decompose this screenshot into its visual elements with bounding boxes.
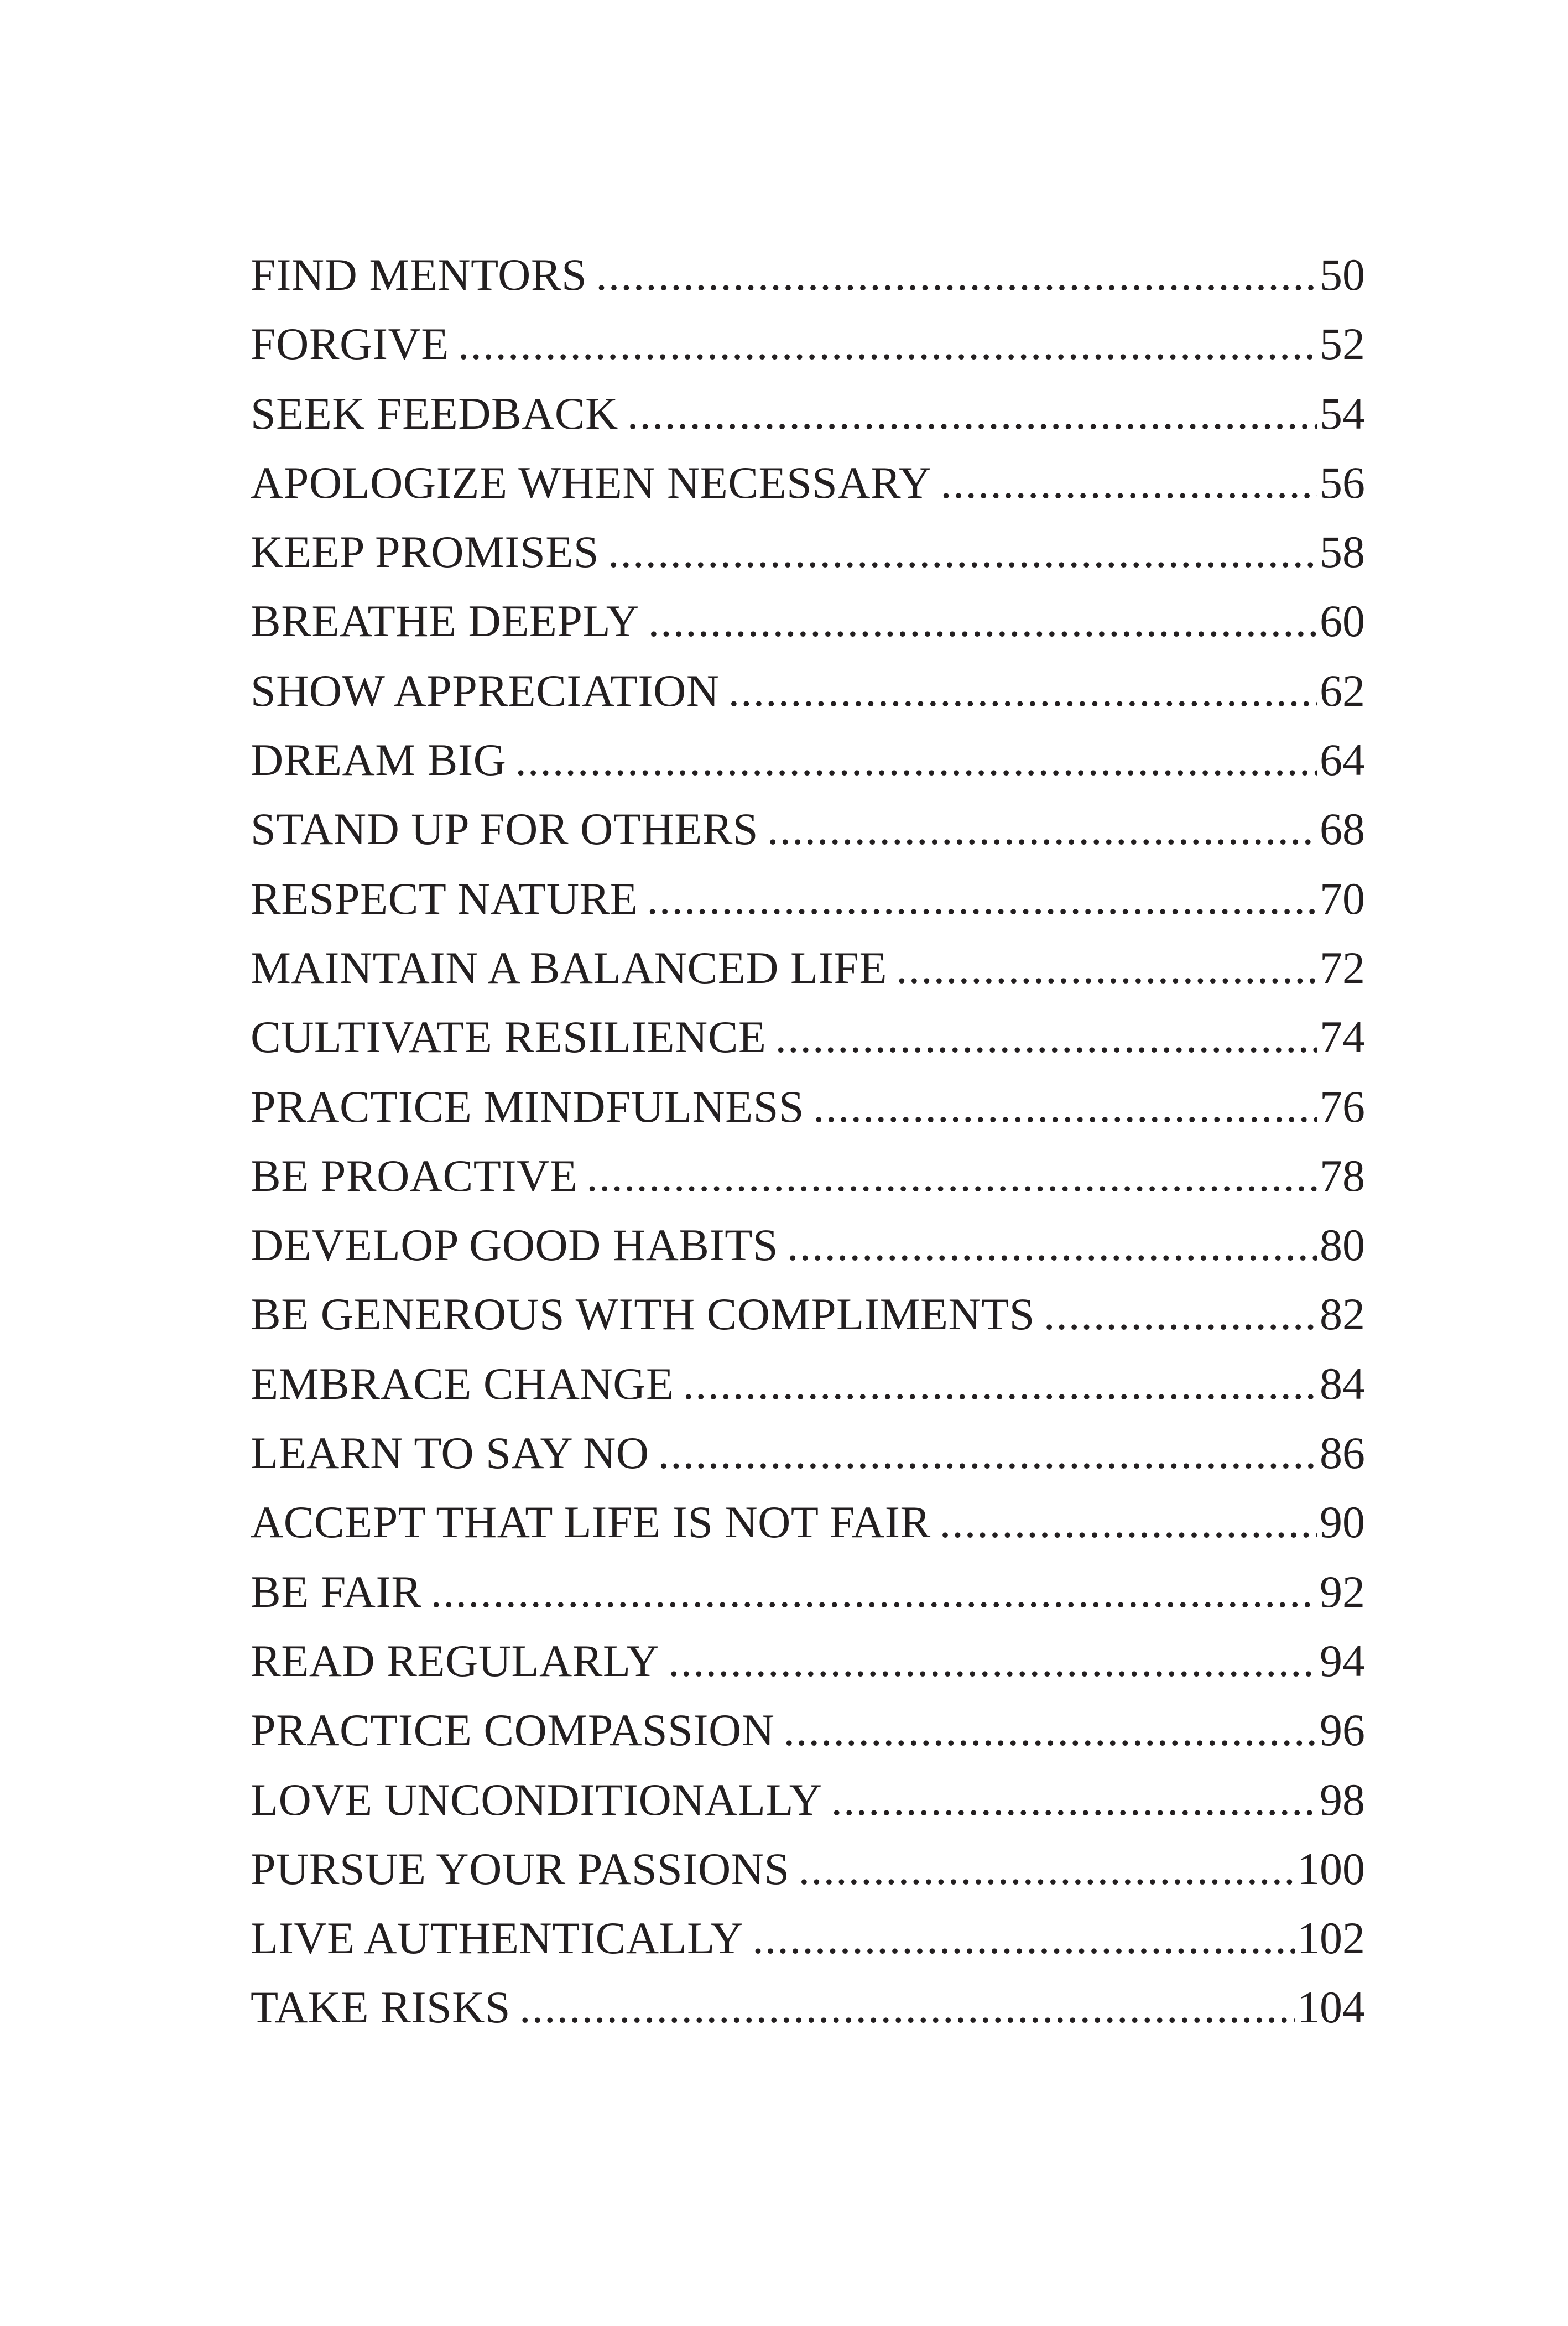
toc-entry-page: 96 <box>1320 1705 1365 1756</box>
toc-entry <box>251 1973 1365 2042</box>
toc-entry-page: 56 <box>1320 457 1365 508</box>
toc-entry <box>251 864 1365 933</box>
toc-entry <box>251 448 1365 517</box>
toc-entry <box>251 1210 1365 1279</box>
toc-entry <box>251 1765 1365 1834</box>
toc-dot-leader <box>767 794 1317 863</box>
toc-entry-title: EMBRACE CHANGE <box>251 1358 674 1409</box>
toc-dot-leader <box>787 1210 1317 1279</box>
toc-entry-title: CULTIVATE RESILIENCE <box>251 1012 767 1063</box>
toc-dot-leader <box>896 933 1317 1002</box>
toc-entry <box>251 1349 1365 1418</box>
toc-entry <box>251 1002 1365 1071</box>
toc-entry-title: DREAM BIG <box>251 735 507 785</box>
toc-entry-title: SHOW APPRECIATION <box>251 665 720 716</box>
toc-entry-title: LEARN TO SAY NO <box>251 1428 649 1479</box>
toc-entry-page: 76 <box>1320 1081 1365 1132</box>
toc-entry <box>251 933 1365 1002</box>
toc-entry-page: 70 <box>1320 873 1365 924</box>
toc-entry-title: BE PROACTIVE <box>251 1150 578 1201</box>
toc-entry-page: 62 <box>1320 665 1365 716</box>
toc-dot-leader <box>519 1973 1295 2042</box>
toc-entry-title: BE FAIR <box>251 1566 422 1617</box>
toc-entry-title: STAND UP FOR OTHERS <box>251 804 758 855</box>
toc-entry <box>251 656 1365 725</box>
toc-entry-title: BREATHE DEEPLY <box>251 596 639 647</box>
toc-entry-title: RESPECT NATURE <box>251 873 638 924</box>
toc-entry-page: 92 <box>1320 1566 1365 1617</box>
toc-entry-page: 90 <box>1320 1497 1365 1548</box>
toc-dot-leader <box>647 864 1317 933</box>
toc-entry-title: SEEK FEEDBACK <box>251 388 618 439</box>
toc-entry-title: LIVE AUTHENTICALLY <box>251 1913 744 1964</box>
toc-entry-title: ACCEPT THAT LIFE IS NOT FAIR <box>251 1497 931 1548</box>
toc-dot-leader <box>1044 1279 1317 1349</box>
toc-entry <box>251 309 1365 378</box>
toc-dot-leader <box>940 448 1317 517</box>
toc-entry-title: DEVELOP GOOD HABITS <box>251 1220 778 1271</box>
toc-entry-page: 58 <box>1320 527 1365 577</box>
toc-entry <box>251 1141 1365 1210</box>
toc-entry <box>251 1834 1365 1903</box>
toc-entry <box>251 1557 1365 1626</box>
toc-dot-leader <box>799 1834 1295 1903</box>
toc-entry <box>251 1279 1365 1349</box>
toc-entry <box>251 586 1365 655</box>
toc-dot-leader <box>668 1626 1317 1695</box>
toc-entry-page: 104 <box>1297 1982 1365 2033</box>
toc-dot-leader <box>775 1002 1318 1071</box>
toc-entry-title: PRACTICE MINDFULNESS <box>251 1081 804 1132</box>
toc-dot-leader <box>596 240 1317 309</box>
toc-entry-title: KEEP PROMISES <box>251 527 599 577</box>
toc-entry-title: TAKE RISKS <box>251 1982 510 2033</box>
toc-entry-page: 84 <box>1320 1358 1365 1409</box>
toc-dot-leader <box>752 1903 1295 1973</box>
toc-dot-leader <box>648 586 1317 655</box>
toc-list <box>251 240 1365 2042</box>
toc-entry-page: 100 <box>1297 1843 1365 1894</box>
toc-dot-leader <box>515 725 1317 794</box>
toc-entry-page: 74 <box>1320 1012 1365 1063</box>
toc-dot-leader <box>458 309 1317 378</box>
toc-dot-leader <box>831 1765 1317 1834</box>
toc-entry-title: PRACTICE COMPASSION <box>251 1705 775 1756</box>
toc-entry-page: 94 <box>1320 1635 1365 1686</box>
toc-dot-leader <box>728 656 1317 725</box>
toc-entry-page: 102 <box>1297 1913 1365 1964</box>
toc-entry-page: 78 <box>1320 1150 1365 1201</box>
toc-entry-title: APOLOGIZE WHEN NECESSARY <box>251 457 932 508</box>
toc-entry-title: LOVE UNCONDITIONALLY <box>251 1774 822 1825</box>
toc-entry-page: 86 <box>1320 1428 1365 1479</box>
toc-entry-page: 60 <box>1320 596 1365 647</box>
toc-entry <box>251 379 1365 448</box>
toc-dot-leader <box>813 1072 1317 1141</box>
toc-entry <box>251 1903 1365 1973</box>
toc-entry <box>251 1487 1365 1557</box>
toc-entry-title: FIND MENTORS <box>251 249 587 300</box>
toc-dot-leader <box>627 379 1317 448</box>
toc-entry-title: FORGIVE <box>251 319 449 370</box>
toc-entry-title: PURSUE YOUR PASSIONS <box>251 1843 790 1894</box>
toc-entry <box>251 517 1365 586</box>
toc-entry-title: MAINTAIN A BALANCED LIFE <box>251 942 888 993</box>
toc-entry-title: BE GENEROUS WITH COMPLIMENTS <box>251 1289 1035 1340</box>
toc-entry-title: READ REGULARLY <box>251 1635 660 1686</box>
toc-entry-page: 98 <box>1320 1774 1365 1825</box>
toc-entry <box>251 725 1365 794</box>
toc-entry <box>251 240 1365 309</box>
toc-entry <box>251 1072 1365 1141</box>
toc-entry-page: 54 <box>1320 388 1365 439</box>
toc-entry-page: 72 <box>1320 942 1365 993</box>
toc-dot-leader <box>783 1695 1317 1765</box>
toc-dot-leader <box>683 1349 1317 1418</box>
toc-dot-leader <box>586 1141 1317 1210</box>
toc-entry <box>251 794 1365 863</box>
toc-entry-page: 52 <box>1320 319 1365 370</box>
toc-entry <box>251 1626 1365 1695</box>
toc-dot-leader <box>431 1557 1317 1626</box>
toc-entry-page: 68 <box>1320 804 1365 855</box>
toc-entry-page: 64 <box>1320 735 1365 785</box>
toc-entry <box>251 1418 1365 1487</box>
toc-entry <box>251 1695 1365 1765</box>
toc-dot-leader <box>658 1418 1317 1487</box>
toc-entry-page: 50 <box>1320 249 1365 300</box>
toc-dot-leader <box>940 1487 1317 1557</box>
toc-entry-page: 82 <box>1320 1289 1365 1340</box>
toc-dot-leader <box>608 517 1317 586</box>
toc-entry-page: 80 <box>1320 1220 1365 1271</box>
